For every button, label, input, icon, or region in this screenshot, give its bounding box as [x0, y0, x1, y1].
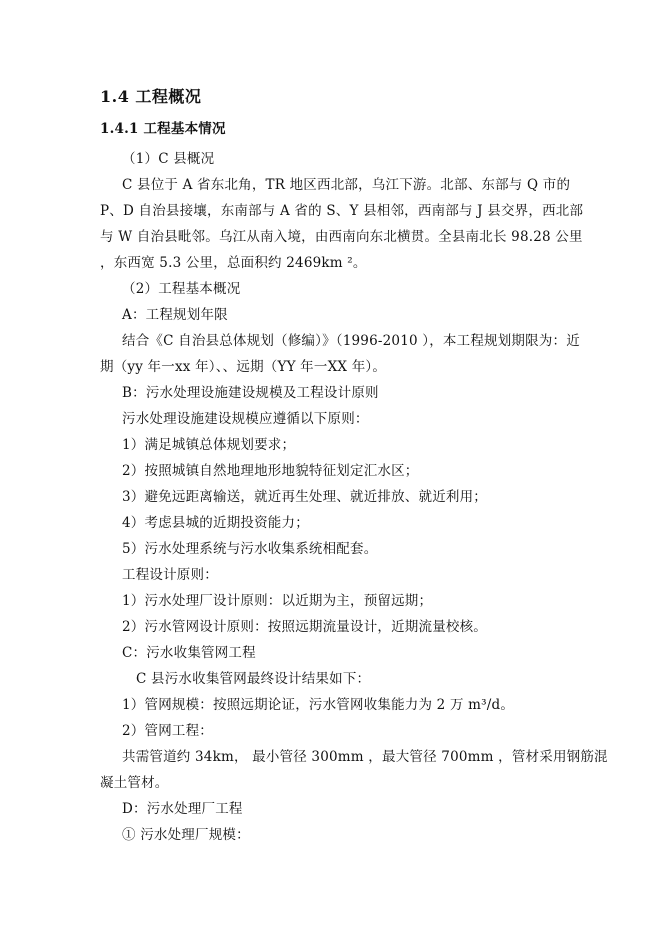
- paragraph-line: 2）污水管网设计原则：按照远期流量设计，近期流量校核。: [122, 619, 487, 635]
- paragraph-line: P、D 自治县接壤，东南部与 A 省的 S、Y 县相邻，西南部与 J 县交界，西北部: [100, 203, 584, 219]
- paragraph-line: A：工程规划年限: [122, 307, 228, 323]
- paragraph-line: （2）工程基本概况: [122, 281, 241, 297]
- paragraph-line: ，东西宽 5.3 公里，总面积约 2469km ²。: [100, 255, 367, 271]
- paragraph-line: 共需管道约 34km， 最小管径 300mm ，最大管径 700mm ，管材采用钢筋混: [122, 749, 608, 765]
- paragraph-line: 3）避免远距离输送，就近再生处理、就近排放、就近利用；: [122, 489, 487, 505]
- paragraph-line: 4）考虑县城的近期投资能力；: [122, 515, 309, 531]
- paragraph-line: 1）污水处理厂设计原则：以近期为主，预留远期；: [122, 593, 433, 609]
- paragraph-line: 期（yy 年一xx 年）、、远期（YY 年一XX 年）。: [100, 359, 387, 375]
- paragraph-line: 5）污水处理系统与污水收集系统相配套。: [122, 541, 378, 557]
- paragraph-line: 2）管网工程：: [122, 723, 213, 739]
- paragraph-line: 1）满足城镇总体规划要求；: [122, 437, 296, 453]
- paragraph-line: 2）按照城镇自然地理地形地貌特征划定汇水区；: [122, 463, 419, 479]
- paragraph-line: 与 W 自治县毗邻。乌江从南入境，由西南向东北横贯。全县南北长 98.28 公里: [100, 229, 583, 245]
- section-heading: 1.4 工程概况: [100, 87, 202, 106]
- paragraph-line: 污水处理设施建设规模应遵循以下原则：: [122, 411, 369, 427]
- paragraph-line: B：污水处理设施建设规模及工程设计原则: [122, 385, 379, 401]
- paragraph-line: C：污水收集管网工程: [122, 645, 256, 661]
- paragraph-line: 1）管网规模：按照远期论证，污水管网收集能力为 2 万 m³/d。: [122, 697, 515, 713]
- paragraph-line: 结合《C 自治县总体规划（修编）》（1996-2010 ），本工程规划期限为：近: [122, 333, 580, 349]
- paragraph-line: 凝土管材。: [100, 775, 169, 791]
- paragraph-line: 工程设计原则：: [122, 567, 218, 583]
- paragraph-line: （1）C 县概况: [122, 151, 215, 167]
- paragraph-line: D：污水处理厂工程: [122, 801, 243, 817]
- paragraph-line: ① 污水处理厂规模：: [122, 827, 250, 843]
- paragraph-line: C 县位于 A 省东北角，TR 地区西北部，乌江下游。北部、东部与 Q 市的: [122, 177, 571, 193]
- paragraph-line: C 县污水收集管网最终设计结果如下：: [136, 671, 371, 687]
- subsection-heading: 1.4.1 工程基本情况: [100, 121, 226, 137]
